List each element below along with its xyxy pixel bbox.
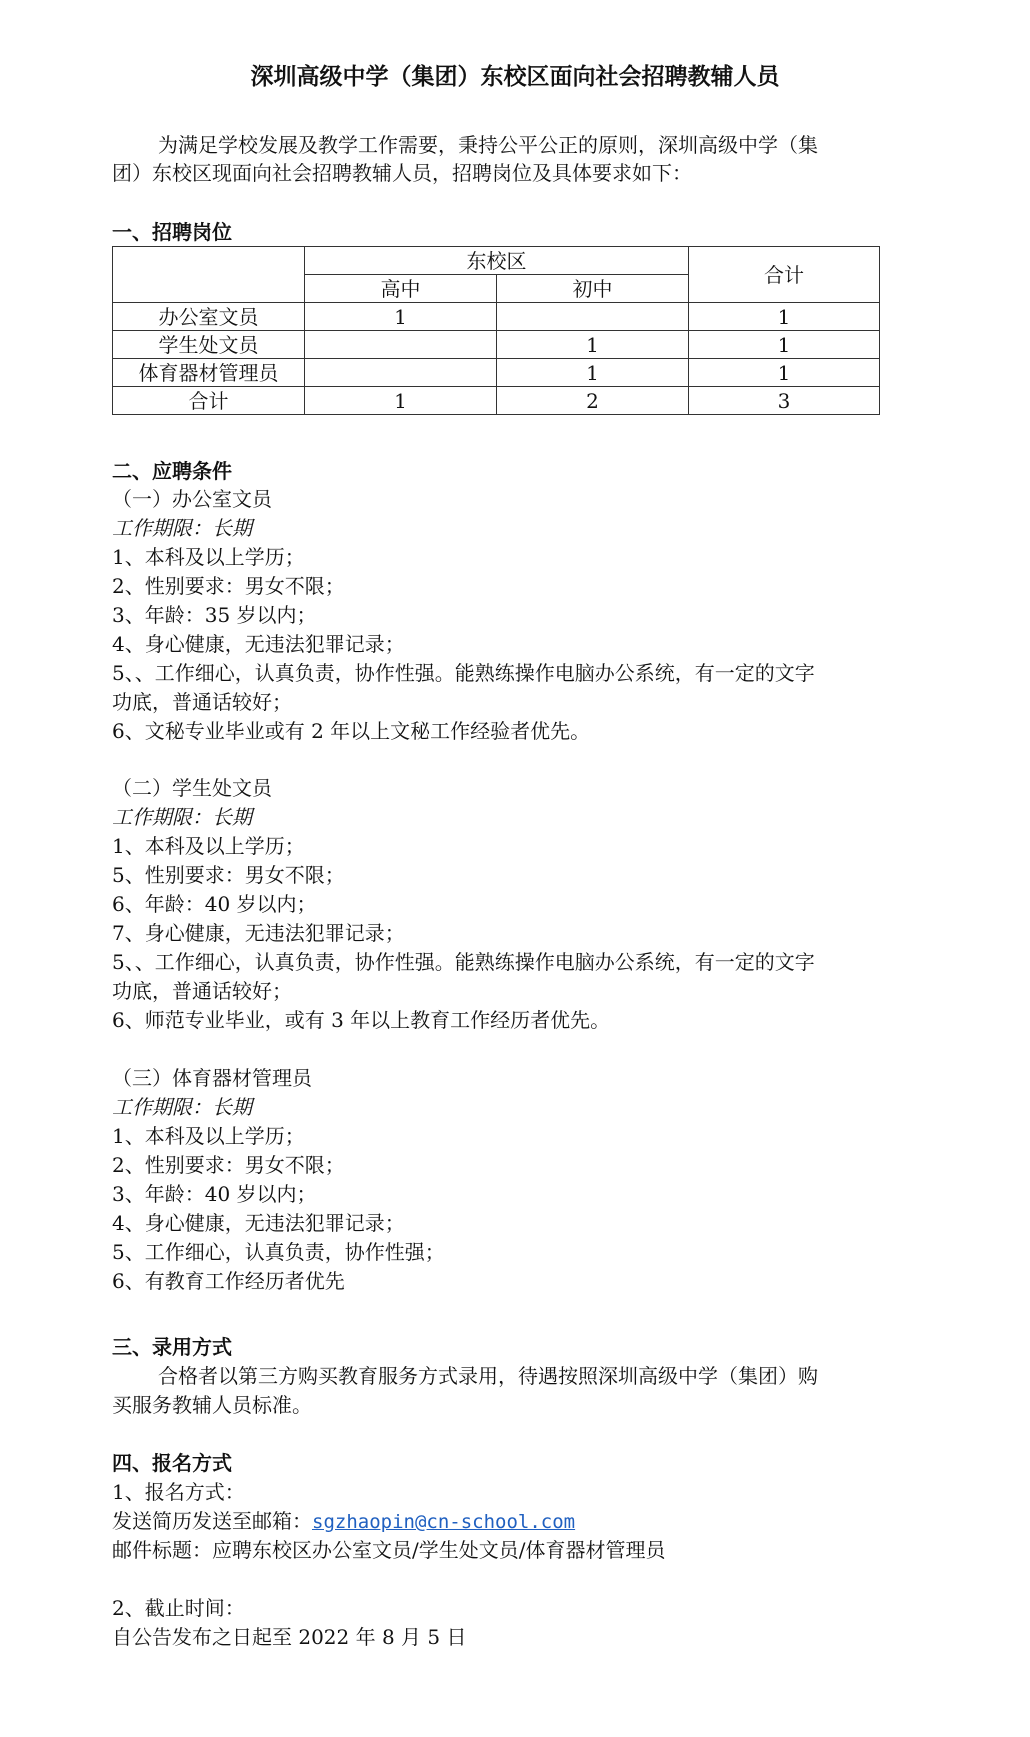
- table-cell-total: 3: [689, 387, 880, 415]
- position-1-line: 1、本科及以上学历；: [112, 545, 305, 569]
- table-row-label: 办公室文员: [113, 303, 305, 331]
- intro-line-2: 团）东校区现面向社会招聘教辅人员，招聘岗位及具体要求如下：: [112, 161, 692, 185]
- position-2-line: 1、本科及以上学历；: [112, 834, 305, 858]
- position-2-line: 6、师范专业毕业，或有 3 年以上教育工作经历者优先。: [112, 1008, 611, 1032]
- position-2-title: （二）学生处文员: [112, 776, 272, 800]
- table-cell-junior: 1: [497, 359, 689, 387]
- table-campus-header: 东校区: [305, 247, 689, 275]
- position-2-line: 功底，普通话较好；: [112, 979, 292, 1003]
- position-2-line: 5、、工作细心，认真负责，协作性强。能熟练操作电脑办公系统，有一定的文字: [112, 950, 815, 974]
- position-3-line: 5、工作细心，认真负责，协作性强；: [112, 1240, 445, 1264]
- position-3-line: 3、年龄：40 岁以内；: [112, 1182, 317, 1206]
- deadline-label: 2、截止时间：: [112, 1596, 245, 1620]
- table-high-header: 高中: [305, 275, 497, 303]
- position-1-line: 2、性别要求：男女不限；: [112, 574, 345, 598]
- table-junior-header: 初中: [497, 275, 689, 303]
- intro-line-1: 为满足学校发展及教学工作需要，秉持公平公正的原则，深圳高级中学（集: [158, 133, 818, 157]
- table-header-row: [113, 247, 880, 275]
- table-cell-total: 1: [689, 331, 880, 359]
- table-cell-junior: [497, 303, 689, 331]
- position-1-line: 功底，普通话较好；: [112, 690, 292, 714]
- deadline-value: 自公告发布之日起至 2022 年 8 月 5 日: [112, 1625, 467, 1649]
- table-corner-cell: [113, 247, 305, 303]
- position-3-line: 2、性别要求：男女不限；: [112, 1153, 345, 1177]
- section-4-heading: 四、报名方式: [112, 1451, 232, 1475]
- recruit-positions-table: [112, 246, 880, 415]
- table-row-label: 体育器材管理员: [113, 359, 305, 387]
- table-total-row: [113, 387, 880, 415]
- section-1-heading: 一、招聘岗位: [112, 220, 232, 244]
- position-3-title: （三）体育器材管理员: [112, 1066, 312, 1090]
- table-cell-high: 1: [305, 303, 497, 331]
- section-3-heading: 三、录用方式: [112, 1335, 232, 1359]
- position-1-line: 3、年龄：35 岁以内；: [112, 603, 317, 627]
- position-1-title: （一）办公室文员: [112, 487, 272, 511]
- section-2-heading: 二、应聘条件: [112, 459, 232, 483]
- table-cell-total: 1: [689, 303, 880, 331]
- page-title: 深圳高级中学（集团）东校区面向社会招聘教辅人员: [250, 64, 780, 90]
- section-3-line-2: 买服务教辅人员标准。: [112, 1393, 312, 1417]
- position-1-term: 工作期限：长期: [112, 516, 252, 540]
- position-1-line: 5、、工作细心，认真负责，协作性强。能熟练操作电脑办公系统，有一定的文字: [112, 661, 815, 685]
- position-2-line: 6、年龄：40 岁以内；: [112, 892, 317, 916]
- position-2-line: 5、性别要求：男女不限；: [112, 863, 345, 887]
- table-cell-high: 1: [305, 387, 497, 415]
- email-prefix: 发送简历发送至邮箱：: [112, 1509, 312, 1533]
- position-1-line: 4、身心健康，无违法犯罪记录；: [112, 632, 405, 656]
- table-cell-high: [305, 331, 497, 359]
- table-row: [113, 359, 880, 387]
- table-total-header: 合计: [689, 247, 880, 303]
- position-1-line: 6、文秘专业毕业或有 2 年以上文秘工作经验者优先。: [112, 719, 591, 743]
- position-3-line: 4、身心健康，无违法犯罪记录；: [112, 1211, 405, 1235]
- table-row-label: 合计: [113, 387, 305, 415]
- table-cell-high: [305, 359, 497, 387]
- position-2-line: 7、身心健康，无违法犯罪记录；: [112, 921, 405, 945]
- table-cell-junior: 2: [497, 387, 689, 415]
- position-3-line: 6、有教育工作经历者优先: [112, 1269, 345, 1293]
- table-row-label: 学生处文员: [113, 331, 305, 359]
- position-2-term: 工作期限：长期: [112, 805, 252, 829]
- method-label: 1、报名方式：: [112, 1480, 245, 1504]
- email-link[interactable]: sgzhaopin@cn-school.com: [312, 1511, 576, 1533]
- email-line: [112, 1507, 575, 1536]
- table-cell-total: 1: [689, 359, 880, 387]
- section-3-line-1: 合格者以第三方购买教育服务方式录用，待遇按照深圳高级中学（集团）购: [158, 1364, 818, 1388]
- position-3-term: 工作期限：长期: [112, 1095, 252, 1119]
- table-row: [113, 331, 880, 359]
- table-row: [113, 303, 880, 331]
- email-subject: 邮件标题：应聘东校区办公室文员/学生处文员/体育器材管理员: [112, 1538, 666, 1562]
- table-cell-junior: 1: [497, 331, 689, 359]
- position-3-line: 1、本科及以上学历；: [112, 1124, 305, 1148]
